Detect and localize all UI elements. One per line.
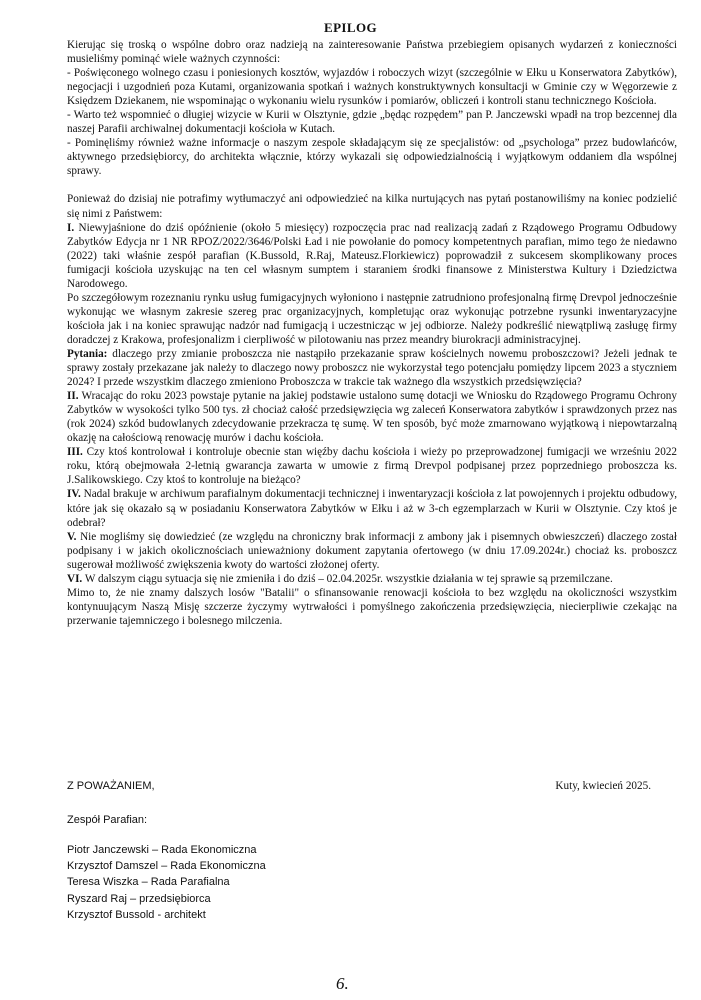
closing-line xyxy=(67,780,677,792)
signatories-list xyxy=(67,842,266,923)
section-2 xyxy=(67,389,677,445)
place-date: Kuty, kwiecień 2025. xyxy=(555,780,651,792)
point-item: - Pominęliśmy również ważne informacje o naszym zespole składającym się ze specjalistów: od „psychologa” przez budowlańców, aktywnego przedsiębiorcy, do architekta włącznie, którzy wykazali się odpowiedzialnością i wyjątkowym oddaniem dla wspólnej sprawy. xyxy=(67,137,677,178)
signatory: Teresa Wiszka – Rada Parafialna xyxy=(67,876,230,889)
signatory: Piotr Janczewski – Rada Ekonomiczna xyxy=(67,844,257,856)
section-3 xyxy=(67,445,677,487)
team-label: Zespół Parafian: xyxy=(67,814,148,826)
page-number: 6. xyxy=(336,974,349,993)
point-item: - Poświęconego wolnego czasu i poniesionych kosztów, wyjazdów i roboczych wizyt (szczególnie w Ełku u Konserwatora Zabytków), negocjacji i uzgodnień poza Kutami, organizowania spotkań i ważnych konstruktywnych konsultacji w Gminie czy w Węgorzewie z Księdzem Dziekanem, nie wspominając o wykonaniu wielu rysunków i pomiarów, obliczeń i kontroli stanu technicznego Kościoła. xyxy=(67,67,677,108)
intro-paragraph: Kierując się troską o wspólne dobro oraz nadzieją na zainteresowanie Państwa przebiegiem opisanych wydarzeń z konieczności musieliśmy pominąć wiele ważnych czynności: xyxy=(67,39,677,66)
section-1-questions xyxy=(67,347,677,389)
signatory: Krzysztof Damszel – Rada Ekonomiczna xyxy=(67,860,266,873)
section-text: Nie mogliśmy się dowiedzieć (ze względu na chroniczny brak informacji z ambony jak i pisemnych obwieszczeń) dlaczego został podpisany i w jakich okolicznościach unieważniony dokument zapytania ofertowego (w dniu 17.09.2024r.) chociaż ks. proboszcz sugerował możliwość zwiększenia kwoty do wartości złożonej oferty. xyxy=(67,530,678,571)
signatory: Krzysztof Bussold - architekt xyxy=(67,908,206,921)
section-5 xyxy=(67,530,677,572)
section-text: Nadal brakuje w archiwum parafialnym dokumentacji technicznej i inwentaryzacji kościoła z lat powojennych i projektu odbudowy, które jak się okazało są w posiadaniu Konserwatora Zabytków w Ełku i aż w 3-ch egzemplarzach w Kurii w Olsztynie. Czy ktoś je odebrał? xyxy=(67,488,677,529)
section-1-continued: Po szczegółowym rozeznaniu rynku usług fumigacyjnych wyłoniono i następnie zatrudniono profesjonalną firmę Drevpol jednocześnie wykonując we własnym zakresie szereg prac organizacyjnych, kompletując oraz wykonując potrzebne rysunki inwentaryzacyjne kościoła jak i na koniec sprawując nadzór nad fumigacją i uczestnicząc w jej odbiorze. Należy podkreślić niewątpliwą zasługę firmy doradczej z Krakowa, profesjonalizm i cierpliwość w pilotowaniu nas przez meandry biurokracji administracyjnej. xyxy=(67,291,677,346)
point-item: - Warto też wspomnieć o długiej wizycie w Kurii w Olsztynie, gdzie „będąc rozpędem” pan P. Janczewski wpadł na trop bezcennej dla naszej Parafii archiwalnej dokumentacji kościoła w Kutach. xyxy=(67,109,677,136)
section-number: I. xyxy=(67,221,75,234)
section-number: VI. xyxy=(67,572,83,585)
signatory: Ryszard Raj – przedsiębiorca xyxy=(67,892,211,905)
section-number: III. xyxy=(67,446,83,459)
document-body xyxy=(67,38,677,628)
section-text: Niewyjaśnione do dziś opóźnienie (około 5 miesięcy) rozpoczęcia prac nad realizacją zadań z Rządowego Programu Odbudowy Zabytków Edycja nr 1 NR RPOZ/2022/3646/Polski Ład i nie powołanie do pomocy kompetentnych parafian, mimo tego że niedawno (2022) taki właśnie zespół parafian (K.Bussold, R.Raj, Mateusz.Florkiewicz) poprowadził z sukcesem skomplikowany proces fumigacji kościoła uzyskując na ten cel własnym sumptem i staraniem środki finansowe z Ministerstwa Kultury i Dziedzictwa Narodowego. xyxy=(67,221,678,290)
section-number: V. xyxy=(67,530,77,543)
section-1 xyxy=(67,221,677,291)
final-paragraph: Mimo to, że nie znamy dalszych losów "Batalii" o sfinansowanie renowacji kościoła to bez względu na okoliczności wszystkim kontynuującym Naszą Misję szczerze życzymy wytrwałości i pomyślnego zakończenia przedsięwzięcia, niecierpliwie czekając na przerwanie tajemniczego i bolesnego milczenia. xyxy=(67,586,677,627)
questions-intro: Ponieważ do dzisiaj nie potrafimy wytłumaczyć ani odpowiedzieć na kilka nurtujących nas pytań postanowiliśmy na koniec podzielić się nimi z Państwem: xyxy=(67,193,677,220)
section-number: II. xyxy=(67,390,79,403)
questions-text: dlaczego przy zmianie proboszcza nie nastąpiło przekazanie spraw kościelnych nowemu proboszczowi? Jeżeli jednak te sprawy zostały przekazane jak należy to dlaczego nowy proboszcz nie wykorzystał tego potencjału pomiędzy lipcem 2023 a styczniem 2024? I przede wszystkim dlaczego zmieniono Proboszcza w trakcie tak ważnego dla wszystkich przedsięwzięcia? xyxy=(67,347,678,389)
closing-greeting: Z POWAŻANIEM, xyxy=(67,780,155,792)
section-text: W dalszym ciągu sytuacja się nie zmieniła i do dziś – 02.04.2025r. wszystkie działania w tej sprawie są przemilczane. xyxy=(84,572,613,585)
section-text: Wracając do roku 2023 powstaje pytanie na jakiej podstawie ustalono sumę dotacji we Wniosku do Rządowego Programu Ochrony Zabytków w wysokości tylko 500 tys. zł chociaż całość przedsięwzięcia wg zaleceń Konserwatora zabytków i sprawdzonych przez nas (rok 2024) szkód budowlanych zdecydowanie przekracza tę sumę. W ten sposób, być może zmarnowano wyjątkową i niepowtarzalną okazję na całościową renowację murów i dachu kościoła. xyxy=(67,390,677,445)
section-text: Czy ktoś kontrolował i kontroluje obecnie stan więźby dachu kościoła i wieży po przeprowadzonej fumigacji we wrześniu 2022 roku, którą obejmowała 2-letnią gwarancja zawarta w umowie z firmą Drevpol podpisanej przez poprzedniego proboszcza ks. J.Salikowskiego. Czy ktoś to kontroluje na bieżąco? xyxy=(67,446,678,487)
spacer xyxy=(67,178,677,192)
questions-label: Pytania: xyxy=(67,347,108,360)
section-4 xyxy=(67,487,677,529)
section-6 xyxy=(67,572,677,586)
page-title: EPILOG xyxy=(324,20,377,35)
section-number: IV. xyxy=(67,488,81,501)
